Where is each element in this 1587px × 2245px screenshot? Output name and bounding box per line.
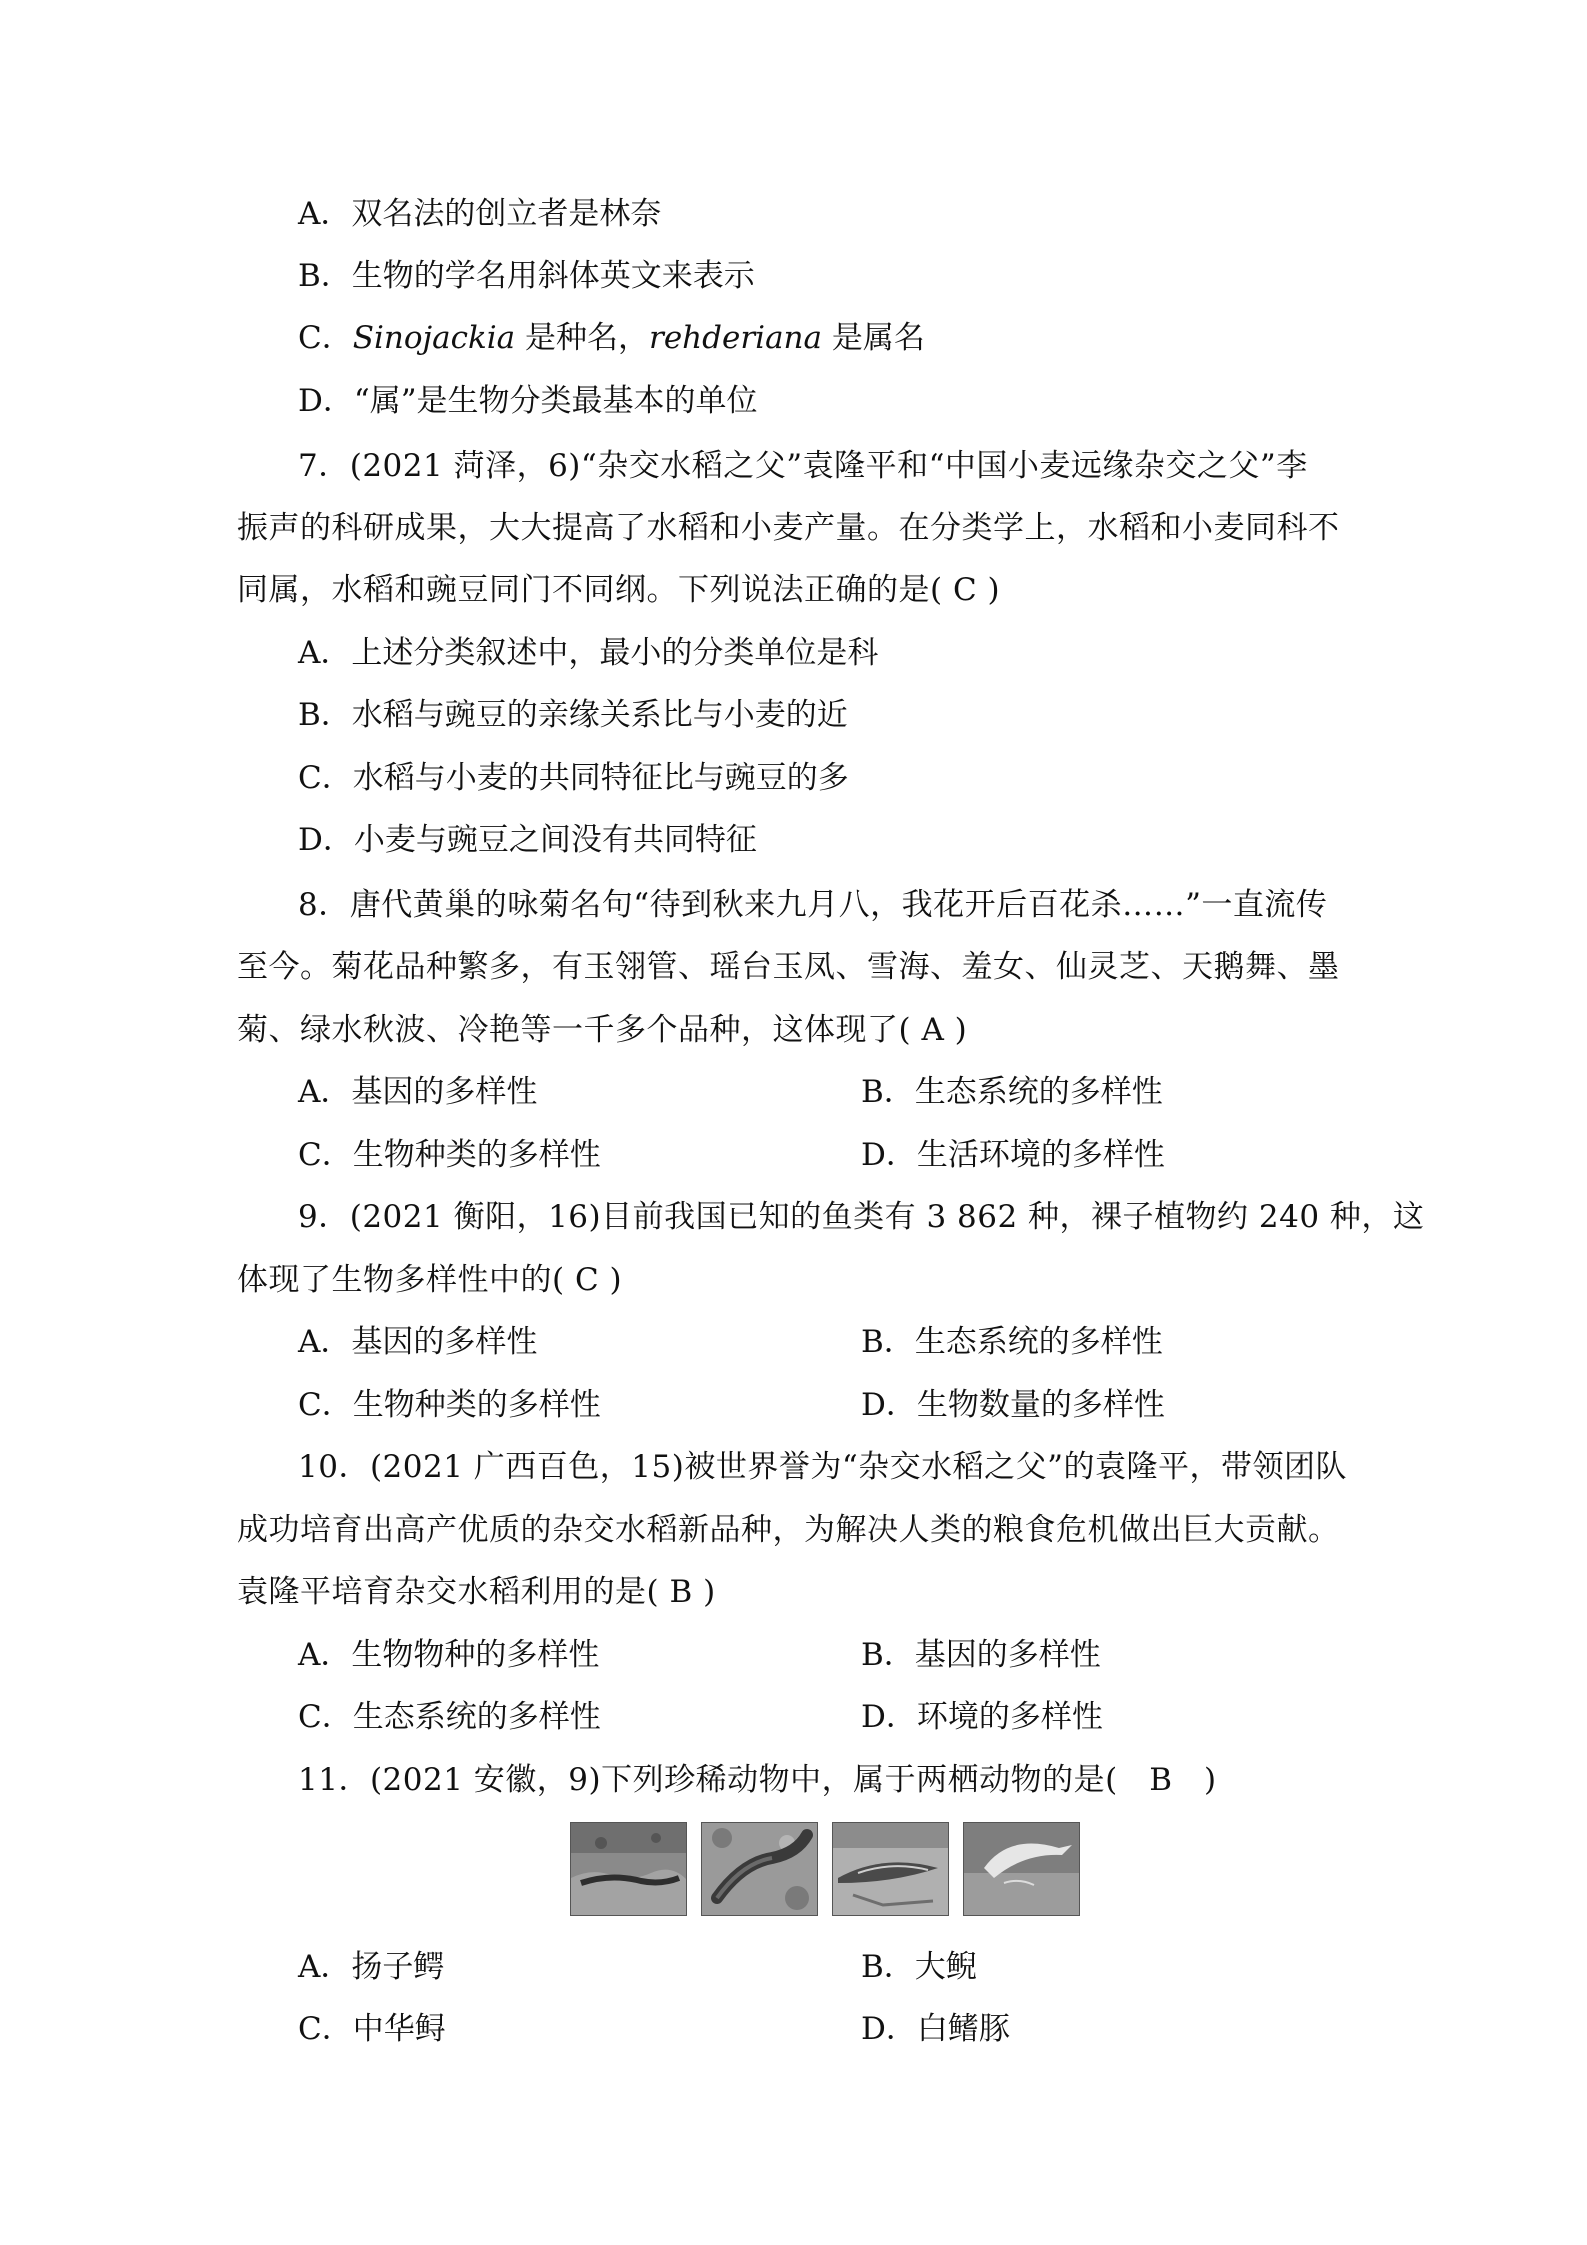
- q9-stem-line-1: 9．(2021 衡阳，16)目前我国已知的鱼类有 3 862 种，裸子植物约 240 种，这: [298, 1199, 1425, 1235]
- q11-option-a: A．扬子鳄: [298, 1949, 445, 1985]
- q8-option-d: D．生活环境的多样性: [861, 1137, 1165, 1173]
- q6-option-b: B．生物的学名用斜体英文来表示: [298, 258, 755, 294]
- q9-option-a: A．基因的多样性: [298, 1324, 538, 1360]
- q6-species-name: rehderiana: [649, 320, 822, 356]
- photo-giant-salamander: [701, 1822, 818, 1916]
- q11-option-b: B．大鲵: [861, 1949, 977, 1985]
- q6-option-c-prefix: C．: [298, 320, 353, 356]
- q10-option-c: C．生态系统的多样性: [298, 1699, 601, 1735]
- q10-option-b: B．基因的多样性: [861, 1637, 1101, 1673]
- q6-option-c: [298, 318, 925, 358]
- q8-option-c: C．生物种类的多样性: [298, 1137, 601, 1173]
- q11-stem-line-1: 11．(2021 安徽，9)下列珍稀动物中，属于两栖动物的是( B ): [298, 1762, 1217, 1798]
- q10-option-a: A．生物物种的多样性: [298, 1637, 600, 1673]
- q10-stem-line-2: 成功培育出高产优质的杂交水稻新品种，为解决人类的粮食危机做出巨大贡献。: [237, 1512, 1340, 1548]
- photo-chinese-sturgeon: [832, 1822, 949, 1916]
- q6-option-c-suffix: 是属名: [822, 320, 925, 356]
- q10-stem-line-1: 10．(2021 广西百色，15)被世界誉为“杂交水稻之父”的袁隆平，带领团队: [298, 1449, 1348, 1485]
- q9-option-b: B．生态系统的多样性: [861, 1324, 1163, 1360]
- q9-stem-line-2: 体现了生物多样性中的( C ): [237, 1262, 623, 1298]
- q10-option-d: D．环境的多样性: [861, 1699, 1103, 1735]
- q11-animal-photos: [570, 1822, 1080, 1916]
- q7-option-b: B．水稻与豌豆的亲缘关系比与小麦的近: [298, 697, 848, 733]
- q7-option-c: C．水稻与小麦的共同特征比与豌豆的多: [298, 760, 849, 796]
- q8-stem-line-3: 菊、绿水秋波、冷艳等一千多个品种，这体现了( A ): [237, 1012, 968, 1048]
- q8-option-b: B．生态系统的多样性: [861, 1074, 1163, 1110]
- q6-option-c-mid: 是种名，: [515, 320, 650, 356]
- photo-baiji-dolphin: [963, 1822, 1080, 1916]
- q6-option-d: D．“属”是生物分类最基本的单位: [298, 383, 758, 419]
- q8-option-a: A．基因的多样性: [298, 1074, 538, 1110]
- q9-option-d: D．生物数量的多样性: [861, 1387, 1165, 1423]
- q10-stem-line-3: 袁隆平培育杂交水稻利用的是( B ): [237, 1574, 716, 1610]
- photo-chinese-alligator: [570, 1822, 687, 1916]
- q6-genus-name: Sinojackia: [352, 320, 516, 356]
- q8-stem-line-1: 8．唐代黄巢的咏菊名句“待到秋来九月八，我花开后百花杀……”一直流传: [298, 887, 1328, 923]
- q11-option-d: D．白鳍豚: [861, 2011, 1010, 2047]
- q8-stem-line-2: 至今。菊花品种繁多，有玉翎管、瑶台玉凤、雪海、羞女、仙灵芝、天鹅舞、墨: [237, 949, 1340, 985]
- q11-option-c: C．中华鲟: [298, 2011, 446, 2047]
- q7-option-a: A．上述分类叙述中，最小的分类单位是科: [298, 635, 879, 671]
- q7-stem-line-1: 7．(2021 菏泽，6)“杂交水稻之父”袁隆平和“中国小麦远缘杂交之父”李: [298, 448, 1308, 484]
- q9-option-c: C．生物种类的多样性: [298, 1387, 601, 1423]
- q6-option-a: A．双名法的创立者是林奈: [298, 196, 662, 232]
- q7-option-d: D．小麦与豌豆之间没有共同特征: [298, 822, 757, 858]
- q7-stem-line-3: 同属，水稻和豌豆同门不同纲。下列说法正确的是( C ): [237, 572, 1001, 608]
- q7-stem-line-2: 振声的科研成果，大大提高了水稻和小麦产量。在分类学上，水稻和小麦同科不: [237, 510, 1340, 546]
